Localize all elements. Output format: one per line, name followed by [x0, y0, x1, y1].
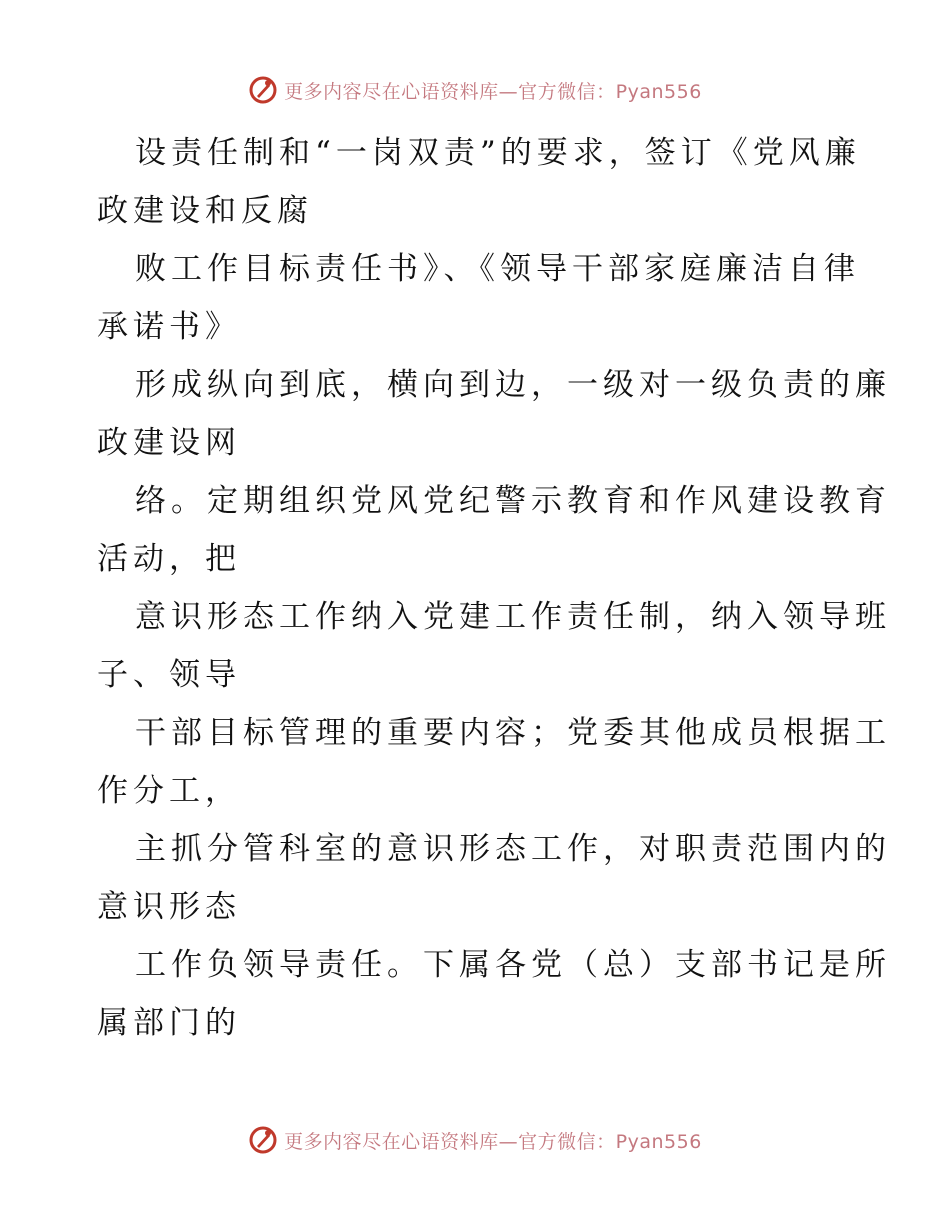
paragraph [97, 588, 891, 704]
header-banner-text: 更多内容尽在心语资料库—官方微信：Pyan556 [284, 80, 702, 103]
paragraph [97, 936, 891, 1052]
paragraph-continuation: 作分工， [97, 773, 241, 809]
paragraph [97, 356, 891, 472]
footer-banner-text: 更多内容尽在心语资料库—官方微信：Pyan556 [284, 1130, 702, 1153]
paragraph-continuation: 活动，把 [97, 541, 241, 577]
footer-banner [0, 1120, 950, 1160]
paragraph [97, 704, 891, 820]
paragraph-first-line: 工作负领导责任。下属各党（总）支部书记是所 [135, 947, 891, 983]
paragraph-first-line: 形成纵向到底，横向到边，一级对一级负责的廉 [135, 367, 891, 403]
paragraph [97, 240, 860, 356]
paragraph-first-line: 络。定期组织党风党纪警示教育和作风建设教育 [135, 483, 891, 519]
red-circle-pen-logo-icon [248, 1125, 278, 1155]
paragraph-first-line: 败工作目标责任书》、《领导干部家庭廉洁自律 [135, 251, 860, 287]
paragraph-continuation: 属部门的 [97, 1005, 241, 1041]
paragraph-continuation: 意识形态 [97, 889, 241, 925]
paragraph-first-line: 主抓分管科室的意识形态工作，对职责范围内的 [135, 831, 891, 867]
paragraph-continuation: 承诺书》 [97, 309, 241, 345]
paragraph-continuation: 子、领导 [97, 657, 241, 693]
paragraph [97, 124, 861, 240]
paragraph [97, 820, 891, 936]
paragraph-first-line: 干部目标管理的重要内容；党委其他成员根据工 [135, 715, 891, 751]
document-body [97, 124, 891, 1052]
header-banner [0, 70, 950, 110]
red-circle-pen-logo-icon [248, 75, 278, 105]
paragraph-continuation: 政建设网 [97, 425, 241, 461]
paragraph-first-line: 意识形态工作纳入党建工作责任制，纳入领导班 [135, 599, 891, 635]
paragraph-continuation: 政建设和反腐 [97, 193, 313, 229]
paragraph-first-line: 设责任制和“一岗双责”的要求，签订《党风廉 [135, 135, 861, 171]
paragraph [97, 472, 891, 588]
